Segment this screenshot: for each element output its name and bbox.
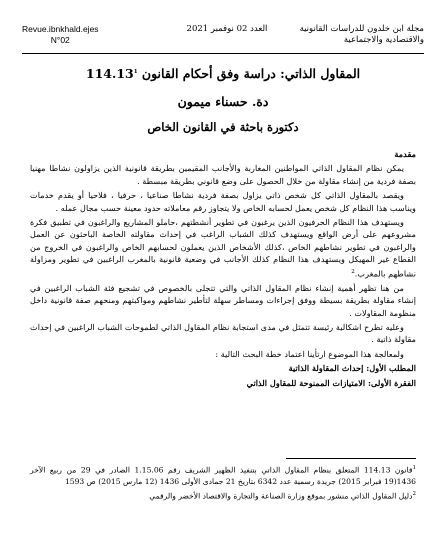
journal-site: Revue.ibnkhald.ejes — [22, 24, 99, 34]
footnote-1-mark: 1 — [412, 465, 416, 471]
paragraph-2: ويقصد بالمقاول الذاتي كل شخص ذاتي يزاول بصفة فردية نشاطا صناعيا ، حرفيا ، فلاحيا أو يقدم خدمات ويناسب هذا النظام كل شخص يعمل لحسابه الخاص ولا يتجاوز رقم معاملاته حدود معينة حسب مجال عمله . — [30, 190, 416, 213]
paragraph-6: ولمعالجة هذا الموضوع ارتأينا اعتماد خطة البحث التالية : — [215, 348, 404, 359]
footnotes — [30, 463, 416, 503]
journal-site-block — [22, 24, 99, 46]
paragraph-5: وعليه تطرح اشكالية رئيسة تتمثل في مدى استجابة نظام المقاول الذاتي لطموحات الشباب الراغبين في إحداث مقاولة ذاتية . — [30, 322, 416, 345]
paragraph-3-text: ويستهدف هذا النظام الحرفيون الذين يرغبون في تطوير أنشطتهم ،حاملو المشاريع والراغبون في تطبيق فكرة مشروعهم على أرض الواقع ويستهدف كذلك الشباب الراغب في إحداث مقاولته الخاصة الباحثون عن العمل والراغبون في تطوير نشاطهم الخاص ،كذلك الأشخاص الذين يعملون لحسابهم الخاص والراغبون في الخروج من القطاع غير المهيكل ويستهدف هذا النظام كذلك الأجانب في وضعية قانونية بالمغرب الراغبين في تطوير ومزاولة نشاطهم بالمغرب. — [30, 217, 416, 279]
paragraph-3 — [30, 216, 416, 280]
journal-name-block — [274, 24, 424, 46]
section-heading: المطلب الأول: إحداث المقاولة الذاتية — [288, 363, 416, 374]
title-footnote-mark: 1 — [133, 68, 138, 75]
paragraph-4: من هنا تظهر أهمية إنشاء نظام المقاول الذاتي والتي تتجلى بالخصوص في تشجيع فئة الشباب الراغبين في إنشاء مقاولة بطريقة بسيطة ووفق إجراءات ومساطر سهلة لتأطير نشاطهم ومواكبتهم ومنحهم صفة قانونية داخل منظومة المقاولات . — [30, 282, 416, 318]
footnote-2-mark: 2 — [412, 490, 416, 497]
author-name: دة. حسناء ميمون — [177, 94, 269, 109]
issue-date: العدد 02 نوفمبر 2021 — [186, 24, 268, 34]
paragraph-3-footnote-mark: 2 — [351, 268, 355, 275]
author-affiliation: دكتورة باحثة في القانون الخاص — [147, 120, 299, 134]
article-title — [30, 66, 416, 81]
header-divider — [22, 53, 424, 54]
issue-number: N°02 — [50, 35, 70, 45]
footnote-1-text: قانون 114.13 المتعلق بنظام المقاول الذاتي بتنفيذ الظهير الشريف رقم 1.15.06 الصادر في 29 من ربيع الآخر 1436(19 فبراير 2015) جريدة رسمية عدد 6342 بتاريخ 21 جمادى الأولى 1436 (12 مارس 2015) ص 1593 — [30, 465, 416, 486]
footnote-divider — [286, 458, 416, 459]
footnote-2 — [30, 489, 416, 502]
article-body — [30, 148, 416, 391]
intro-heading: مقدمة — [394, 149, 416, 159]
journal-name-line1: مجلة ابن خلدون للدراسات القانونية — [299, 24, 424, 34]
article-title-text: المقاول الذاتي: دراسة وفق أحكام القانون 114.13 — [85, 66, 361, 81]
journal-name-line2: والاقتصادية والاجتماعية — [343, 35, 424, 45]
paragraph-1: يمكن نظام المقاول الذاتي المواطنين المغاربة والأجانب المقيمين بطريقة قانونية الذين يزاولون نشاطا مهنيا بصفة فردية من إنشاء مقاولة من خلال الحصول على وضع قانوني بطريقة مبسطة . — [30, 163, 416, 186]
footnote-2-text: دليل المقاول الذاتي منشور بموقع وزارة الصناعة والتجارة والاقتصاد الأخضر والرقمي — [149, 491, 413, 501]
subsection-heading: الفقرة الأولى: الامتيازات الممنوحة للمقاول الذاتي — [246, 377, 416, 388]
footnote-1 — [30, 463, 416, 487]
page-header — [22, 24, 424, 54]
